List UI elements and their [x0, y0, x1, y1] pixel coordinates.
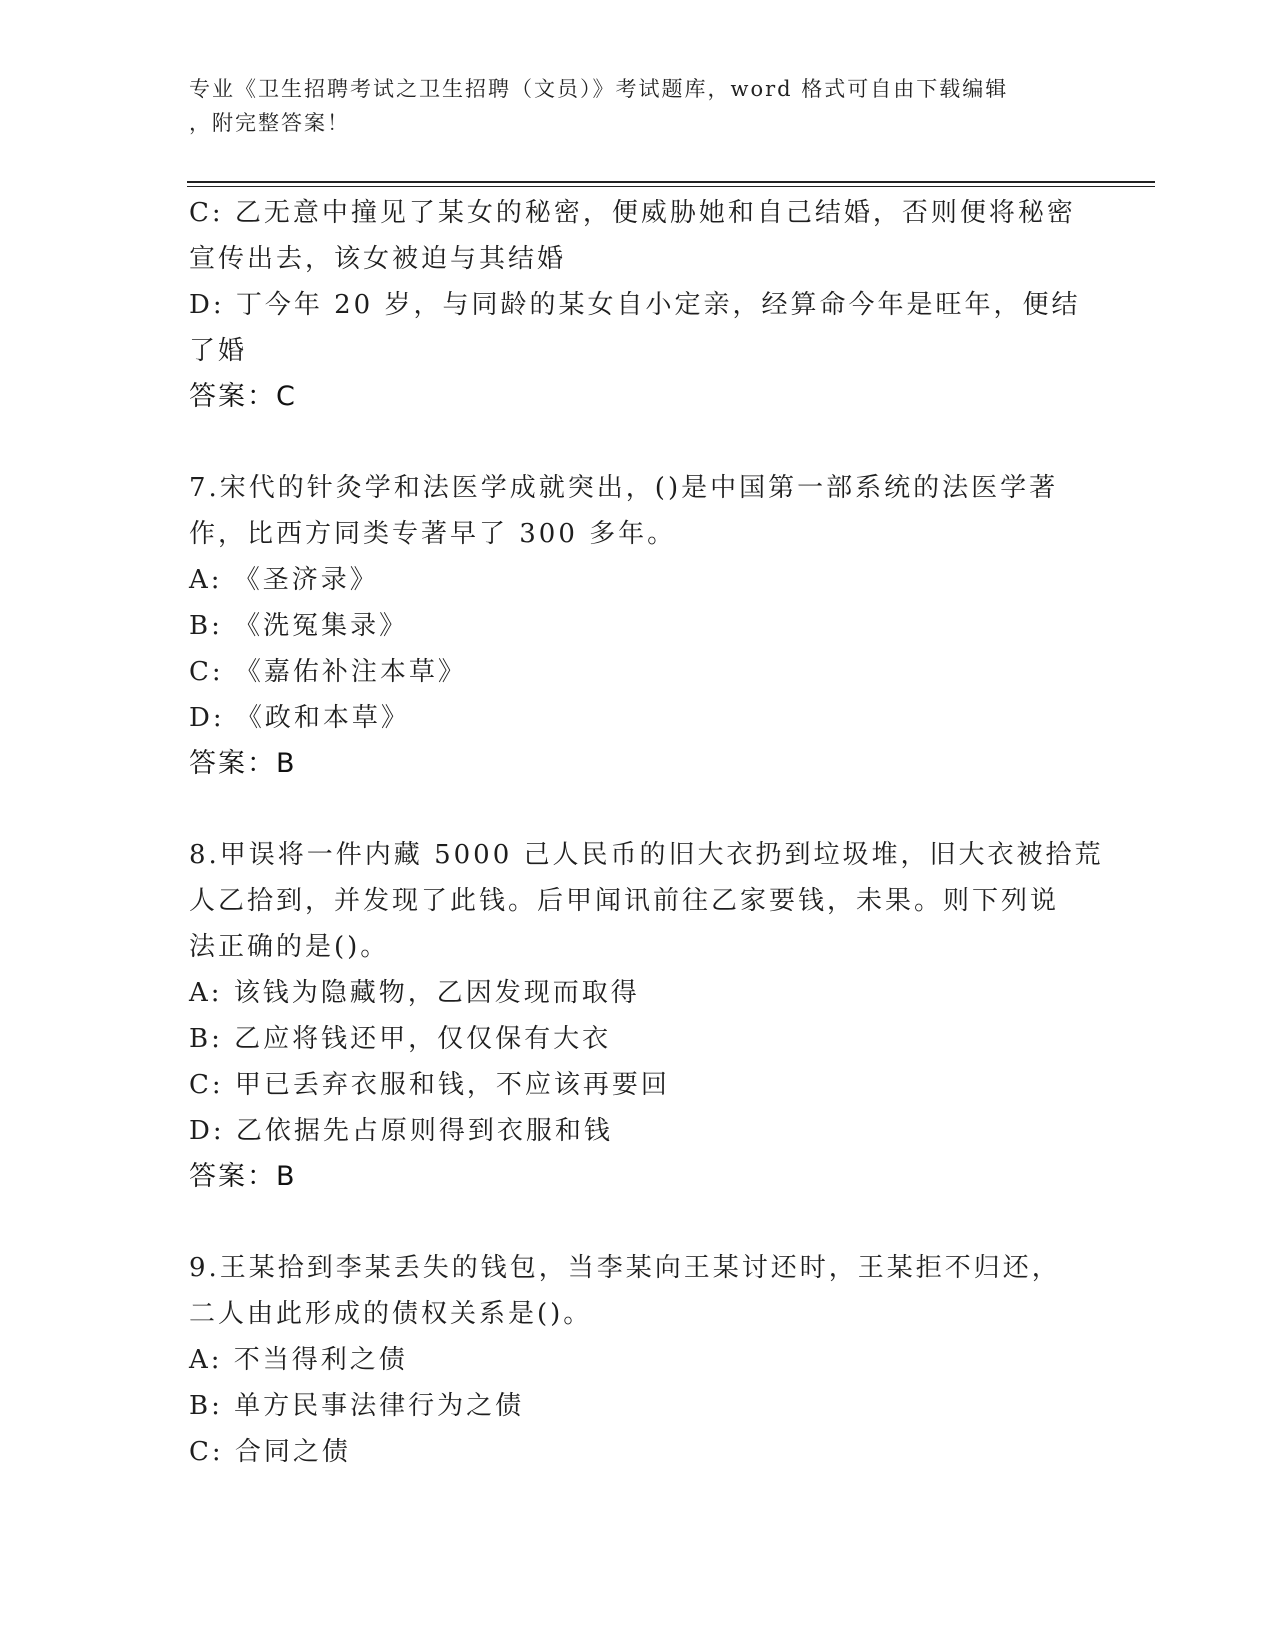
- document-header: [189, 72, 1079, 140]
- header-title-line1: 专业《卫生招聘考试之卫生招聘（文员）》考试题库，word 格式可自由下载编辑: [189, 77, 1009, 101]
- q6-option-d-line2: 了婚: [189, 336, 248, 366]
- q7-stem-line1: 7.宋代的针灸学和法医学成就突出，()是中国第一部系统的法医学著: [189, 473, 1059, 503]
- question-spacer: [189, 1200, 1089, 1245]
- header-title-line2: ，附完整答案！: [189, 111, 350, 135]
- question-9: [189, 1245, 1089, 1475]
- q8-option-d: D: 乙依据先占原则得到衣服和钱: [189, 1116, 613, 1146]
- q8-stem-line1: 8.甲误将一件内藏 5000 己人民币的旧大衣扔到垃圾堆，旧大衣被拾荒: [189, 840, 1104, 870]
- q7-answer: 答案：B: [189, 748, 297, 779]
- q9-stem-line1: 9.王某拾到李某丢失的钱包，当李某向王某讨还时，王某拒不归还，: [189, 1253, 1061, 1283]
- header-divider-top: [187, 181, 1155, 183]
- q8-option-c: C: 甲已丢弃衣服和钱，不应该再要回: [189, 1070, 670, 1100]
- q6-option-c-line1: C: 乙无意中撞见了某女的秘密，便威胁她和自己结婚，否则便将秘密: [189, 198, 1076, 228]
- q7-stem-line2: 作，比西方同类专著早了 300 多年。: [189, 519, 677, 549]
- q9-option-a: A: 不当得利之债: [189, 1345, 408, 1375]
- question-spacer: [189, 420, 1089, 465]
- header-divider-bottom: [187, 186, 1155, 187]
- q6-option-d-line1: D: 丁今年 20 岁，与同龄的某女自小定亲，经算命今年是旺年，便结: [189, 290, 1081, 320]
- q8-stem-line2: 人乙拾到，并发现了此钱。后甲闻讯前往乙家要钱，未果。则下列说: [189, 886, 1060, 916]
- q8-option-a: A: 该钱为隐藏物，乙因发现而取得: [189, 978, 640, 1008]
- q8-stem-line3: 法正确的是()。: [189, 932, 390, 962]
- question-8: [189, 832, 1104, 1200]
- question-7: [189, 465, 1089, 787]
- question-6-tail: [189, 190, 1089, 420]
- q7-option-b: B: 《洗冤集录》: [189, 611, 409, 641]
- q7-option-c: C: 《嘉佑补注本草》: [189, 657, 467, 687]
- q9-stem-line2: 二人由此形成的债权关系是()。: [189, 1299, 593, 1329]
- q8-answer: 答案：B: [189, 1161, 297, 1192]
- q9-option-b: B: 单方民事法律行为之债: [189, 1391, 525, 1421]
- q7-option-d: D: 《政和本草》: [189, 703, 410, 733]
- q6-answer: 答案：C: [189, 381, 297, 412]
- q8-option-b: B: 乙应将钱还甲，仅仅保有大衣: [189, 1024, 612, 1054]
- q6-option-c-line2: 宣传出去，该女被迫与其结婚: [189, 244, 567, 274]
- q7-option-a: A: 《圣济录》: [189, 565, 379, 595]
- question-content: [189, 190, 1104, 1475]
- question-spacer: [189, 787, 1089, 832]
- q9-option-c: C: 合同之债: [189, 1437, 351, 1467]
